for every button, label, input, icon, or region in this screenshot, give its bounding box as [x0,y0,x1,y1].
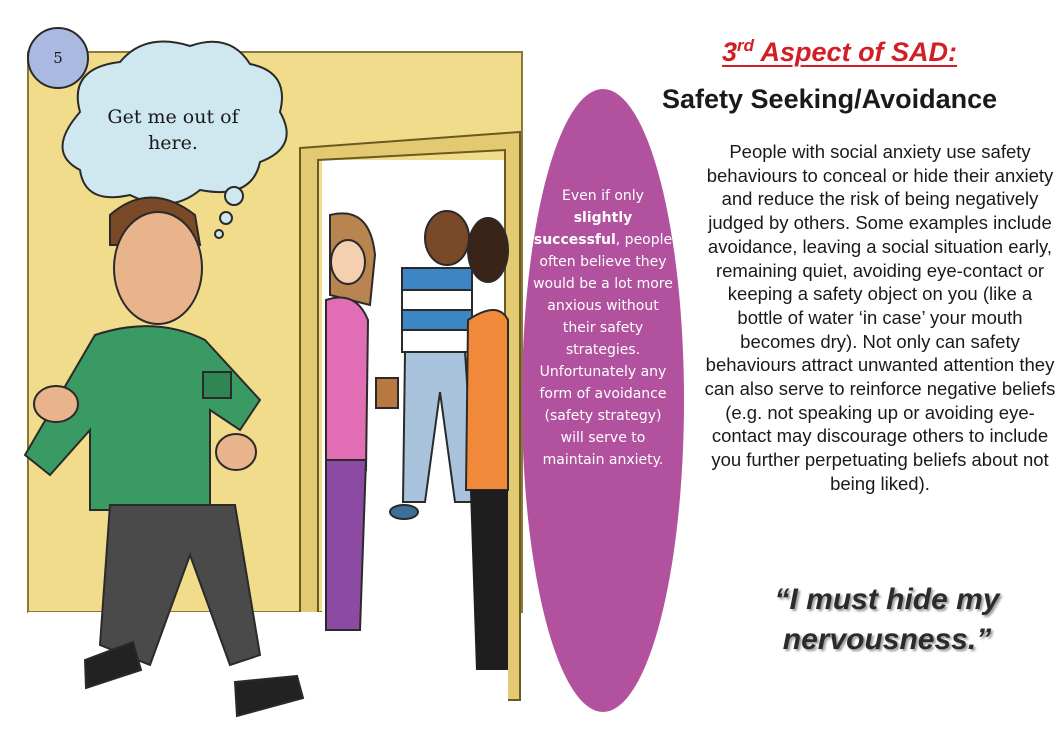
callout-emphasis: slightly successful [533,210,633,248]
callout-text [532,185,674,471]
callout-rest: , people often believe they would be a lot more anxious without their safety strategies. Unfortunately any form of avoidance (safety strategy) will serve to maintain anxiety. [533,232,673,468]
body-paragraph: People with social anxiety use safety behaviours to conceal or hide their anxiety and reduce the risk of being negatively judged by others. Some examples include avoidance, leaving a social situation early, remaining quiet, avoiding eye-contact or keeping a safety object on you (like a bottle of water ‘in case’ your mouth becomes dry). Not only can safety behaviours attract unwanted attention they can also serve to reinforce negative beliefs (e.g. not speaking up or avoiding eye-contact may discourage others to include you further perpetuating beliefs about not being liked). [704,141,1056,494]
aspect-heading-rest: Aspect of SAD: [754,37,958,67]
section-title: Safety Seeking/Avoidance [662,84,998,114]
quote-text: “I must hide my nervousness.” [774,583,1000,656]
page-number: 5 [53,49,63,67]
aspect-heading [722,36,957,68]
thought-bubble-text: Get me out of here. [107,106,239,154]
aspect-ordinal-suffix: rd [737,36,755,55]
callout-intro: Even if only [562,188,644,204]
page-number-badge [27,27,89,89]
aspect-number: 3 [722,37,738,67]
